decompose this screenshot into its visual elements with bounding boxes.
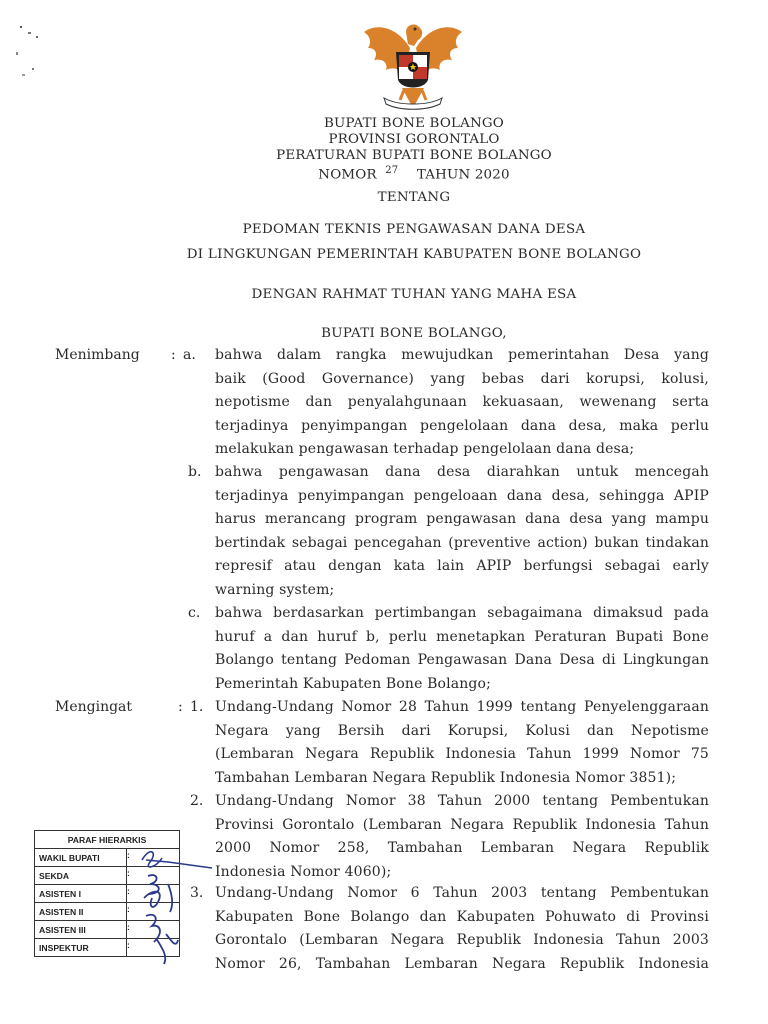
- mengingat-marker-1: 1.: [190, 699, 204, 715]
- text-line: harus merancang program pengawasan dana desa yang mampu: [215, 511, 709, 528]
- bupati-heading: BUPATI BONE BOLANGO,: [321, 326, 507, 341]
- paraf-label: INSPEKTUR: [35, 939, 127, 957]
- menimbang-marker-b: b.: [188, 464, 202, 480]
- mengingat-marker-3: 3.: [190, 885, 204, 901]
- paraf-label: ASISTEN III: [35, 921, 127, 939]
- scan-specks: [10, 24, 50, 84]
- text-line: bertindak sebagai pencegahan (preventive action) bukan tindakan: [215, 534, 709, 551]
- menimbang-item-a: [215, 344, 709, 462]
- paraf-colon: :: [127, 940, 130, 950]
- text-line: nepotisme dan penyalahgunaan kekuasaan, wewenang serta: [215, 394, 709, 411]
- mengingat-label: Mengingat: [55, 699, 133, 715]
- handwritten-initials: [128, 838, 218, 970]
- text-line: bahwa pengawasan dana desa diarahkan untuk mencegah: [215, 464, 709, 480]
- text-line: Undang-Undang Nomor 28 Tahun 1999 tentang Penyelenggaraan: [215, 699, 709, 715]
- paraf-label: ASISTEN II: [35, 903, 127, 921]
- text-line: Bolango tentang Pedoman Pengawasan Dana Desa di Lingkungan: [215, 652, 709, 669]
- menimbang-item-b: [215, 461, 709, 603]
- nomor-value: 27: [385, 165, 399, 176]
- mengingat-item-3: [215, 882, 709, 976]
- paraf-colon: :: [127, 886, 130, 896]
- text-line: warning system;: [215, 581, 335, 598]
- text-line: represif atau dengan kata lain APIP berfungsi sebagai early: [215, 558, 709, 575]
- text-line: Provinsi Gorontalo (Lembaran Negara Republik Indonesia Tahun: [215, 816, 709, 833]
- menimbang-colon: :: [171, 347, 176, 363]
- paraf-label: SEKDA: [35, 867, 127, 885]
- header-line-3: PERATURAN BUPATI BONE BOLANGO: [276, 148, 552, 163]
- mengingat-item-1: [215, 696, 709, 790]
- text-line: Undang-Undang Nomor 38 Tahun 2000 tentang Pembentukan: [215, 793, 709, 809]
- nomor-label: NOMOR: [318, 167, 377, 183]
- text-line: bahwa berdasarkan pertimbangan sebagaimana dimaksud pada: [215, 605, 709, 621]
- mengingat-item-2: [215, 790, 709, 884]
- paraf-colon: :: [127, 922, 130, 932]
- mengingat-marker-2: 2.: [190, 793, 204, 809]
- text-line: terjadinya penyimpangan pengelolaan dana desa, maka perlu: [215, 417, 709, 434]
- mengingat-colon: :: [178, 699, 183, 715]
- paraf-title: PARAF HIERARKIS: [35, 831, 180, 849]
- header-line-2: PROVINSI GORONTALO: [328, 132, 500, 147]
- menimbang-label: Menimbang: [55, 347, 140, 363]
- text-line: Kabupaten Bone Bolango dan Kabupaten Pohuwato di Provinsi: [215, 908, 709, 925]
- text-line: Gorontalo (Lembaran Negara Republik Indonesia Tahun 2003: [215, 932, 709, 949]
- text-line: Indonesia Nomor 4060);: [215, 863, 392, 880]
- paraf-label: ASISTEN I: [35, 885, 127, 903]
- menimbang-item-c: [215, 602, 709, 696]
- text-line: Undang-Undang Nomor 6 Tahun 2003 tentang Pembentukan: [215, 885, 709, 901]
- text-line: melakukan pengawasan terhadap pengelolaan dana desa;: [215, 441, 635, 458]
- text-line: baik (Good Governance) yang bebas dari korupsi, kolusi,: [215, 370, 709, 387]
- text-line: Pemerintah Kabupaten Bone Bolango;: [215, 675, 491, 692]
- menimbang-marker-a: a.: [183, 347, 196, 363]
- text-line: bahwa dalam rangka mewujudkan pemerintahan Desa yang: [215, 347, 709, 363]
- paraf-colon: :: [127, 850, 130, 860]
- title-line-1: PEDOMAN TEKNIS PENGAWASAN DANA DESA: [242, 222, 586, 237]
- paraf-colon: :: [127, 868, 130, 878]
- header-nomor-line: [0, 163, 768, 183]
- title-line-2: DI LINGKUNGAN PEMERINTAH KABUPATEN BONE BOLANGO: [186, 247, 642, 262]
- rahmat-heading: DENGAN RAHMAT TUHAN YANG MAHA ESA: [251, 287, 577, 302]
- header-line-1: BUPATI BONE BOLANGO: [324, 116, 504, 131]
- menimbang-marker-c: c.: [188, 605, 201, 621]
- text-line: huruf a dan huruf b, perlu menetapkan Peraturan Bupati Bone: [215, 628, 709, 645]
- text-line: terjadinya penyimpangan pengeloaan dana desa, sehingga APIP: [215, 487, 709, 504]
- garuda-emblem-icon: [358, 18, 468, 114]
- tahun-label: TAHUN 2020: [416, 167, 510, 183]
- text-line: (Lembaran Negara Republik Indonesia Tahun 1999 Nomor 75: [215, 746, 709, 763]
- tentang-heading: TENTANG: [377, 190, 451, 205]
- text-line: Negara yang Bersih dari Korupsi, Kolusi dan Nepotisme: [215, 722, 709, 739]
- text-line: Tambahan Lembaran Negara Republik Indonesia Nomor 3851);: [215, 769, 677, 786]
- paraf-colon: :: [127, 904, 130, 914]
- text-line: 2000 Nomor 258, Tambahan Lembaran Negara Republik: [215, 840, 709, 857]
- text-line: Nomor 26, Tambahan Lembaran Negara Republik Indonesia: [215, 955, 709, 972]
- paraf-label: WAKIL BUPATI: [35, 849, 127, 867]
